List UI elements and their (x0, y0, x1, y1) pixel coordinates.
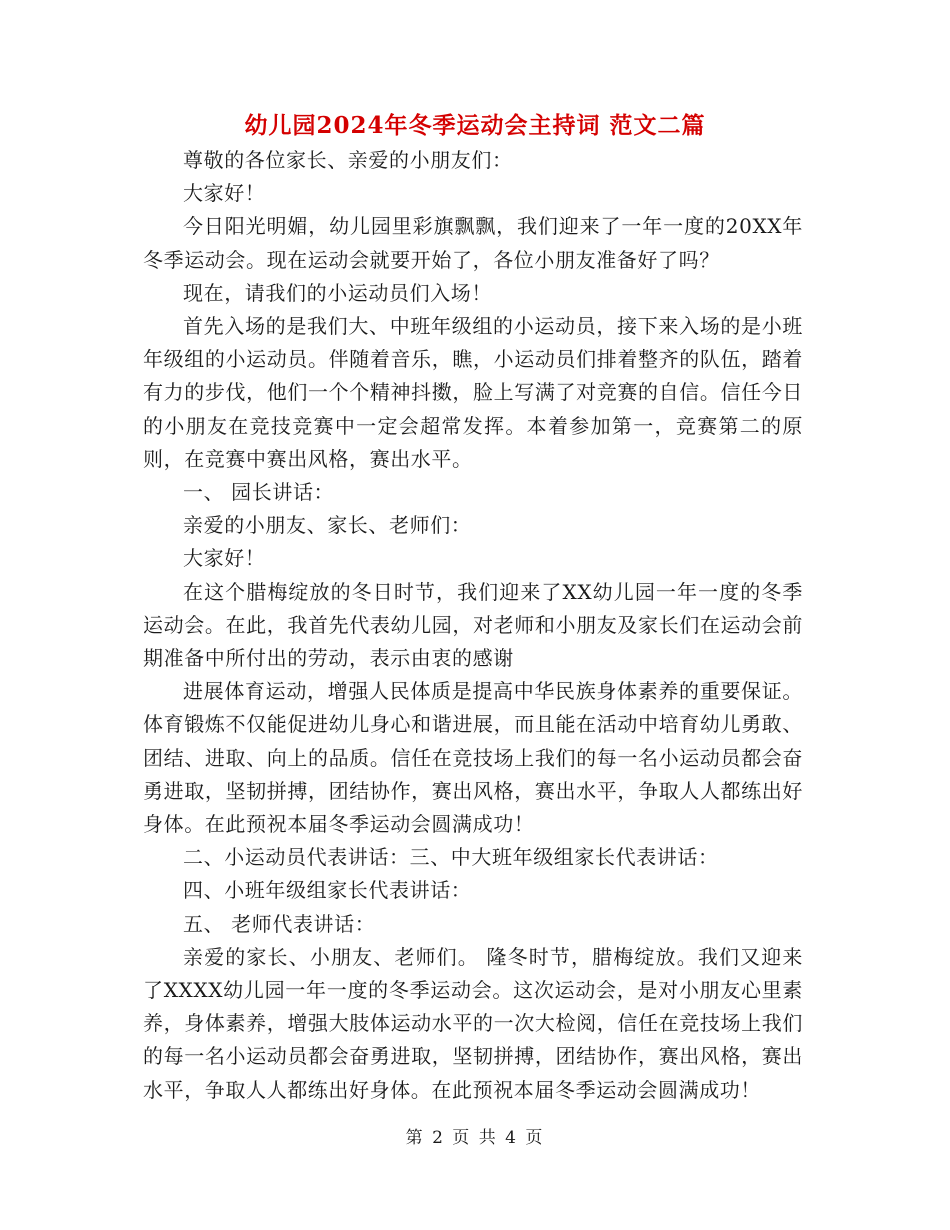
page-title: 幼儿园2024年冬季运动会主持词 范文二篇 (244, 112, 706, 139)
paragraph-entrance: 首先入场的是我们大、中班年级组的小运动员，接下来入场的是小班年级组的小运动员。伴随着音乐，瞧，小运动员们排着整齐的队伍，踏着有力的步伐，他们一个个精神抖擞，脸上写满了对竞赛的自信。信任今日的小朋友在竞技竞赛中一定会超常发挥。本着参加第一，竞赛第二的原则，在竞赛中赛出风格，赛出水平。 (143, 314, 803, 471)
paragraph-greeting: 尊敬的各位家长、亲爱的小朋友们： (183, 148, 513, 172)
section-heading-teacher: 五、 老师代表讲话： (183, 911, 376, 936)
paragraph-opening: 今日阳光明媚，幼儿园里彩旗飘飘，我们迎来了一年一度的20XX年冬季运动会。现在运动会就要开始了，各位小朋友准备好了吗？ (143, 214, 803, 272)
paragraph-principal-greeting: 亲爱的小朋友、家长、老师们： (183, 513, 472, 538)
paragraph-entrance-call: 现在，请我们的小运动员们入场！ (183, 280, 492, 305)
paragraph-teacher-speech: 亲爱的家长、小朋友、老师们。 隆冬时节，腊梅绽放。我们又迎来了XXXX幼儿园一年一度的冬季运动会。这次运动会，是对小朋友心里素养，身体素养，增强大肢体运动水平的一次大检阅，信任在竞技场上我们的每一名小运动员都会奋勇进取，坚韧拼搏，团结协作，赛出风格，赛出水平，争取人人都练出好身体。在此预祝本届冬季运动会圆满成功！ (143, 944, 803, 1102)
paragraph-principal-thanks: 在这个腊梅绽放的冬日时节，我们迎来了XX幼儿园一年一度的冬季运动会。在此，我首先代表幼儿园，对老师和小朋友及家长们在运动会前期准备中所付出的劳动，表示由衷的感谢 (143, 579, 803, 671)
paragraph-hello: 大家好！ (183, 181, 266, 206)
page-number-footer: 第 2 页 共 4 页 (405, 1128, 545, 1148)
section-heading-principal: 一、 园长讲话： (183, 480, 335, 505)
paragraph-principal-hello: 大家好！ (183, 546, 266, 571)
section-heading-representatives: 二、小运动员代表讲话：三、中大班年级组家长代表讲话： (183, 845, 719, 870)
paragraph-principal-speech: 进展体育运动，增强人民体质是提高中华民族身体素养的重要保证。体育锻炼不仅能促进幼儿身心和谐进展，而且能在活动中培育幼儿勇敢、团结、进取、向上的品质。信任在竞技场上我们的每一名小运动员都会奋勇进取，坚韧拼搏，团结协作，赛出风格，赛出水平，争取人人都练出好身体。在此预祝本届冬季运动会圆满成功！ (143, 679, 803, 837)
section-heading-parents: 四、小班年级组家长代表讲话： (183, 878, 472, 903)
document-body (143, 144, 803, 1107)
